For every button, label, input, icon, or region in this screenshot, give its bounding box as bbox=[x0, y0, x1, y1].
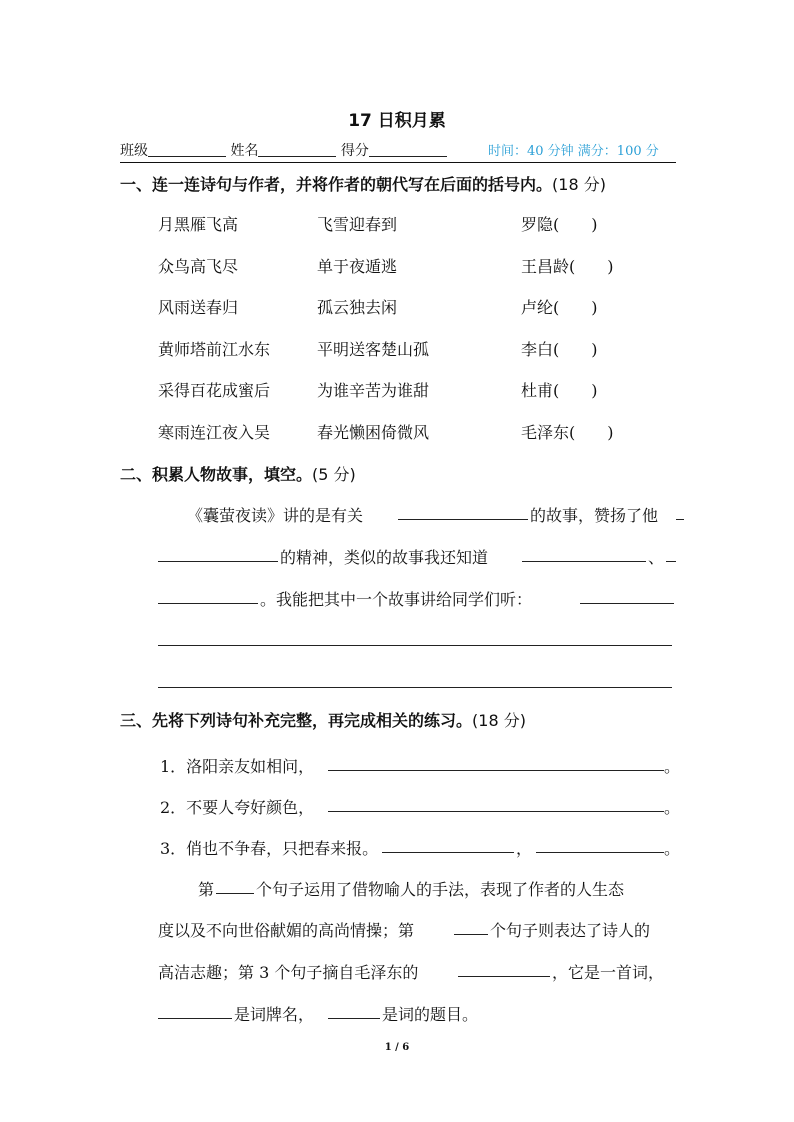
section3-heading bbox=[120, 708, 526, 731]
story-text: 的故事，赞扬了他 bbox=[530, 506, 659, 525]
fill-blank[interactable] bbox=[382, 852, 514, 853]
class-label: 班级 bbox=[120, 143, 148, 159]
poem-line-match: 为谁辛苦为谁甜 bbox=[317, 381, 430, 400]
section3-title: 三、先将下列诗句补充完整，再完成相关的练习。 bbox=[120, 711, 473, 730]
fill-blank[interactable] bbox=[328, 770, 664, 771]
question-3: 3．俏也不争春，只把春来报。 bbox=[160, 839, 379, 858]
punctuation: 。 bbox=[664, 757, 681, 776]
section2-heading bbox=[120, 462, 356, 485]
section1-points: (18 分) bbox=[552, 175, 606, 194]
poem-line: 黄师塔前江水东 bbox=[158, 340, 271, 359]
poem-line-match: 平明送客楚山孤 bbox=[317, 340, 430, 359]
section2-title: 二、积累人物故事，填空。 bbox=[120, 465, 313, 484]
author-dynasty-blank[interactable]: 罗隐( ) bbox=[521, 215, 598, 234]
class-blank[interactable] bbox=[148, 142, 226, 157]
fill-blank[interactable] bbox=[328, 811, 664, 812]
poem-line-match: 飞雪迎春到 bbox=[317, 215, 398, 234]
exercise-text: 个句子运用了借物喻人的手法，表现了作者的人生态 bbox=[256, 880, 625, 899]
score-label: 得分 bbox=[340, 143, 369, 159]
poem-line: 风雨送春归 bbox=[158, 298, 239, 317]
poem-line: 月黑雁飞高 bbox=[158, 215, 239, 234]
author-dynasty-blank[interactable]: 毛泽东( ) bbox=[521, 423, 614, 442]
question-2: 2．不要人夸好颜色， bbox=[160, 798, 315, 817]
exercise-text: 是词牌名， bbox=[234, 1005, 315, 1024]
poem-line: 寒雨连江夜入吴 bbox=[158, 423, 271, 442]
header-rule bbox=[120, 162, 676, 163]
page-number: 1 / 6 bbox=[384, 1042, 410, 1053]
score-blank[interactable] bbox=[369, 142, 447, 157]
story-text: 的精神，类似的故事我还知道 bbox=[280, 548, 489, 567]
fill-blank[interactable] bbox=[676, 519, 684, 520]
author-dynasty-blank[interactable]: 李白( ) bbox=[521, 340, 598, 359]
name-blank[interactable] bbox=[258, 142, 336, 157]
section3-points: (18 分) bbox=[472, 711, 526, 730]
name-label: 姓名 bbox=[230, 143, 259, 159]
fill-blank[interactable] bbox=[398, 519, 528, 520]
exercise-text: 第 bbox=[198, 880, 215, 899]
page-title: 17 日积月累 bbox=[348, 111, 446, 131]
exercise-text: ，它是一首词， bbox=[552, 963, 665, 982]
author-dynasty-blank[interactable]: 卢纶( ) bbox=[521, 298, 598, 317]
time-info: 时间：40 分钟 满分：100 分 bbox=[488, 144, 659, 159]
fill-blank[interactable] bbox=[216, 893, 254, 894]
fill-blank[interactable] bbox=[158, 603, 258, 604]
punctuation: 。 bbox=[664, 839, 681, 858]
exercise-text: 高洁志趣；第 3 个句子摘自毛泽东的 bbox=[158, 963, 419, 982]
story-text: 《囊萤夜读》讲的是有关 bbox=[187, 506, 364, 525]
fill-blank[interactable] bbox=[328, 1018, 380, 1019]
fill-blank[interactable] bbox=[580, 603, 674, 604]
fill-blank[interactable] bbox=[454, 934, 488, 935]
poem-line-match: 春光懒困倚微风 bbox=[317, 423, 430, 442]
fill-blank[interactable] bbox=[158, 561, 278, 562]
story-text: 。我能把其中一个故事讲给同学们听： bbox=[260, 590, 533, 609]
poem-line: 众鸟高飞尽 bbox=[158, 257, 239, 276]
fill-blank[interactable] bbox=[158, 1018, 232, 1019]
fill-blank[interactable] bbox=[536, 852, 664, 853]
exercise-text: 个句子则表达了诗人的 bbox=[490, 921, 651, 940]
header-info bbox=[120, 140, 447, 160]
punctuation: 。 bbox=[664, 798, 681, 817]
exercise-text: 度以及不向世俗献媚的高尚情操；第 bbox=[158, 921, 415, 940]
section2-points: (5 分) bbox=[312, 465, 356, 484]
answer-line[interactable] bbox=[158, 645, 672, 646]
author-dynasty-blank[interactable]: 杜甫( ) bbox=[521, 381, 598, 400]
exercise-text: 是词的题目。 bbox=[382, 1005, 479, 1024]
answer-line[interactable] bbox=[158, 687, 672, 688]
poem-line-match: 单于夜遁逃 bbox=[317, 257, 398, 276]
poem-line: 采得百花成蜜后 bbox=[158, 381, 271, 400]
poem-line-match: 孤云独去闲 bbox=[317, 298, 398, 317]
fill-blank[interactable] bbox=[522, 561, 646, 562]
fill-blank[interactable] bbox=[666, 561, 676, 562]
question-1: 1．洛阳亲友如相问， bbox=[160, 757, 315, 776]
section1-title: 一、连一连诗句与作者，并将作者的朝代写在后面的括号内。 bbox=[120, 175, 553, 194]
story-text: 、 bbox=[648, 548, 665, 567]
fill-blank[interactable] bbox=[458, 976, 550, 977]
section1-heading bbox=[120, 172, 606, 195]
punctuation: ， bbox=[516, 839, 533, 858]
author-dynasty-blank[interactable]: 王昌龄( ) bbox=[521, 257, 614, 276]
